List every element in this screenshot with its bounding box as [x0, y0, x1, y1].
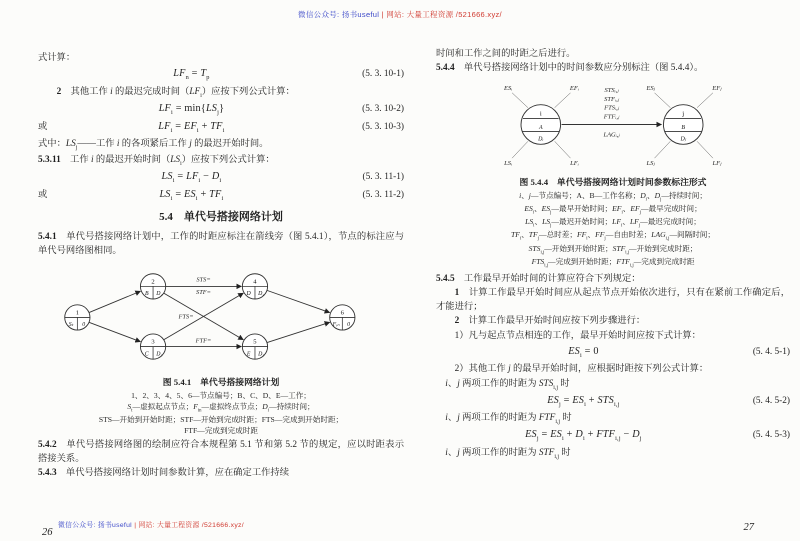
figure-5-4-4 — [436, 79, 790, 175]
svg-text:Dᵢ: Dᵢ — [538, 136, 544, 143]
label-ef-j: EFⱼ — [712, 84, 722, 92]
label-lf-i: LFᵢ — [570, 159, 579, 167]
node-1 — [65, 305, 90, 330]
equation-number: (5. 4. 5-3) — [752, 430, 790, 441]
legend-line: $FTS_{i,j}—$完成到开始时距；$FTF_{i,j}—$完成到完成时距 — [531, 256, 695, 269]
svg-text:D: D — [246, 291, 251, 298]
equation-5-3-10-2 — [38, 102, 404, 117]
label-lf-j: LFⱼ — [712, 159, 722, 167]
item-2-text: 2 其他工作 i 的最迟完成时间$(LF_i)$应按下列公式计算： — [56, 86, 295, 99]
svg-text:2: 2 — [151, 278, 155, 286]
svg-text:1: 1 — [75, 309, 80, 317]
legend-line: $STS_{i,j}—$开始到开始时距；$STF_{i,j}—$开始到完成时距； — [528, 243, 698, 256]
equation-number: (5. 4. 5-1) — [752, 347, 790, 358]
label-es-i: ESᵢ — [504, 84, 513, 92]
svg-text:3: 3 — [151, 338, 155, 346]
clause-5-4-1: 5.4.1 单代号搭接网络计划中，工作的时距应标注在箭线旁（图 5.4.1），节点的标注应与单代号网络图相同。 — [38, 232, 404, 256]
equation-number: (5. 3. 10-2) — [362, 103, 404, 114]
label-fts-ij: FTSᵢ,ⱼ — [604, 104, 619, 112]
figure-5-4-4-legend — [436, 191, 790, 270]
formula-body: $ES_i = 0$ — [568, 346, 599, 360]
where-clause: 式中：$LS_j——$工作 i 的各项紧后工作 j 的最迟开始时间。 — [38, 139, 269, 152]
svg-text:5: 5 — [253, 338, 257, 346]
or-label: 或 — [38, 122, 48, 133]
equation-5-3-11-1 — [38, 170, 404, 185]
figure-5-4-1-legend — [38, 391, 404, 436]
svg-text:D₂: D₂ — [156, 291, 163, 298]
equation-5-3-10-1 — [38, 67, 404, 82]
svg-text:D₃: D₃ — [156, 351, 163, 358]
svg-text:6: 6 — [340, 309, 344, 317]
clause-5-4-5: 5.4.5 工作最早开始时间的计算应符合下列规定： — [436, 273, 641, 284]
label-ls-i: LSᵢ — [504, 159, 513, 167]
figure-5-4-4-annotation-diagram — [479, 79, 747, 170]
svg-text:E: E — [246, 351, 251, 358]
legend-line: STS—开始到开始时距；STF—开始到完成时距；FTS—完成到开始时距； — [98, 414, 344, 424]
figure-5-4-4-caption: 图 5.4.4 单代号搭接网络计划时间参数标注形式 — [519, 177, 707, 188]
equation-5-4-5-1 — [436, 345, 790, 360]
svg-text:B: B — [681, 124, 686, 131]
equation-number: (5. 3. 11-1) — [362, 171, 404, 182]
equation-5-4-5-3 — [436, 428, 790, 443]
label-ftf-ij: FTFᵢ,ⱼ — [603, 113, 620, 121]
legend-line: i、j—节点编号；A、B—工作名称；$D_i$、$D_j—$持续时间； — [519, 191, 707, 203]
formula-body: $LS_i = ES_i + TF_i$ — [159, 188, 224, 202]
watermark-top — [298, 9, 502, 20]
equation-number: (5. 4. 5-2) — [752, 396, 790, 407]
watermark-top-site: | 网站: 大量工程资源 /521666.xyz/ — [379, 10, 502, 19]
edge-1-3 — [89, 322, 140, 341]
formula-body: $LF_i = \min\{LS_j\}$ — [158, 102, 225, 116]
condition-ftf: i、j 两项工作的时距为 $FTF_{i,j}$ 时 — [445, 413, 572, 426]
label-stf-ij: STFᵢ,ⱼ — [604, 95, 619, 103]
svg-text:0: 0 — [82, 322, 86, 329]
legend-line: FTF—完成到完成时距 — [184, 425, 258, 435]
equation-number: (5. 3. 10-1) — [362, 69, 404, 80]
label-es-j: ESⱼ — [646, 84, 655, 92]
formula-body: $ES_j = ES_i + STS_{i,j}$ — [547, 395, 620, 409]
lag-label-stf: STF= — [196, 289, 212, 297]
node-3 — [140, 334, 165, 359]
page-number-left: 26 — [42, 527, 53, 538]
equation-number: (5. 3. 10-3) — [362, 122, 404, 133]
equation-5-3-10-3 — [38, 120, 404, 135]
svg-text:j: j — [682, 110, 685, 118]
node-4 — [242, 274, 267, 299]
left-page-column — [38, 52, 404, 524]
node-i — [521, 105, 561, 145]
clause-5-4-4: 5.4.4 单代号搭接网络计划中的时间参数应分别标注（图 5.4.4）。 — [436, 63, 704, 74]
label-lag-ij: LAGᵢ,ⱼ — [603, 131, 620, 139]
formula-body: $LF_n = T_p$ — [173, 68, 210, 82]
node-j — [663, 105, 703, 145]
section-heading-5-4: 5.4 单代号搭接网络计划 — [159, 211, 283, 224]
formula-body: $ES_j = ES_i + D_i + FTF_{i,j} - D_j$ — [525, 429, 642, 443]
continued-text: 时间和工作之间的时距之后进行。 — [436, 49, 576, 59]
right-page-column — [436, 48, 790, 524]
item-1-text: 1 计算工作最早开始时间应从起点节点开始依次进行，只有在紧前工作确定后，才能进行； — [436, 288, 790, 312]
watermark-bottom — [58, 519, 244, 529]
node-6 — [330, 305, 355, 330]
item-2-text: 2 计算工作最早开始时间应按下列步骤进行： — [454, 316, 646, 327]
label-ls-j: LSⱼ — [646, 159, 655, 167]
svg-text:C: C — [144, 351, 149, 358]
page-number-right: 27 — [743, 522, 754, 533]
svg-text:D₅: D₅ — [258, 351, 265, 358]
node-2 — [140, 274, 165, 299]
legend-line: $TF_i$、$TF_j—$总时差；$FF_i$、$FF_j—$自由时差；$LAG_{i,j}—$间隔时间； — [511, 230, 715, 242]
or-label: 或 — [38, 189, 48, 200]
figure-5-4-1 — [38, 261, 404, 375]
formula-body: $LF_i = EF_i + TF_i$ — [158, 121, 225, 135]
svg-text:B: B — [144, 291, 149, 298]
lag-label-fts: FTS= — [178, 313, 194, 321]
figure-5-4-1-network-diagram — [56, 261, 386, 370]
legend-line: $ES_i$、$ES_j—$最早开始时间；$EF_i$、$EF_j—$最早完成时间； — [524, 204, 702, 216]
lag-label-sts: STS= — [196, 276, 211, 284]
legend-line: $LS_i$、$LS_j—$最迟开始时间；$LF_i$、$LF_j—$最迟完成时间； — [525, 217, 701, 229]
equation-number: (5. 3. 11-2) — [362, 189, 404, 200]
svg-text:Dⱼ: Dⱼ — [680, 136, 686, 143]
clause-5-4-2: 5.4.2 单代号搭接网络图的绘制应符合本规程第 5.1 节和第 5.2 节的规定，应以时距表示搭接关系。 — [38, 440, 404, 464]
svg-text:D₄: D₄ — [258, 291, 265, 298]
equation-5-3-11-2 — [38, 188, 404, 203]
svg-text:Sₜ: Sₜ — [68, 322, 74, 329]
equation-5-4-5-2 — [436, 394, 790, 409]
svg-text:Fᵢₙ: Fᵢₙ — [332, 322, 340, 329]
svg-text:i: i — [539, 110, 542, 118]
condition-stf: i、j 两项工作的时距为 $STF_{i,j}$ 时 — [445, 447, 571, 460]
lag-label-ftf: FTF= — [195, 337, 212, 345]
condition-sts: i、j 两项工作的时距为 $STS_{i,j}$ 时 — [445, 378, 570, 391]
edge-1-2 — [89, 291, 140, 312]
svg-text:0: 0 — [347, 322, 351, 329]
legend-line: 1、2、3、4、5、6—节点编号；B、C、D、E—工作； — [131, 391, 311, 401]
edge-4-6 — [267, 290, 330, 312]
watermark-bottom-site: | 网站: 大量工程资源 /521666.xyz/ — [132, 522, 244, 529]
step-2-text: 2）其他工作 j 的最早开始时间，应根据时距按下列公式计算： — [454, 364, 709, 375]
label-sts-ij: STSᵢ,ⱼ — [604, 86, 619, 94]
clause-5-3-11: 5.3.11 工作 i 的最迟开始时间$(LS_i)$应按下列公式计算： — [38, 154, 275, 167]
svg-text:A: A — [538, 124, 543, 131]
watermark-top-account: 微信公众号: 扬书useful — [298, 10, 380, 19]
watermark-bottom-account: 微信公众号: 扬书useful — [58, 522, 132, 529]
clause-5-4-3: 5.4.3 单代号搭接网络计划时间参数计算，应在确定工作持续 — [38, 468, 290, 479]
continued-text: 式计算： — [38, 53, 76, 63]
legend-line: $S_t—$虚拟起点节点；$F_{in}—$虚拟终点节点；$D_i—$持续时间； — [127, 401, 315, 414]
edge-5-6 — [267, 322, 330, 342]
label-ef-i: EFᵢ — [569, 84, 579, 92]
figure-5-4-1-caption: 图 5.4.1 单代号搭接网络计划 — [162, 377, 280, 388]
node-5 — [242, 334, 267, 359]
formula-body: $LS_i = LF_i - D_i$ — [161, 170, 222, 184]
svg-text:4: 4 — [253, 278, 257, 286]
step-1-text: 1）凡与起点节点相连的工作，最早开始时间应按下式计算： — [454, 330, 701, 341]
